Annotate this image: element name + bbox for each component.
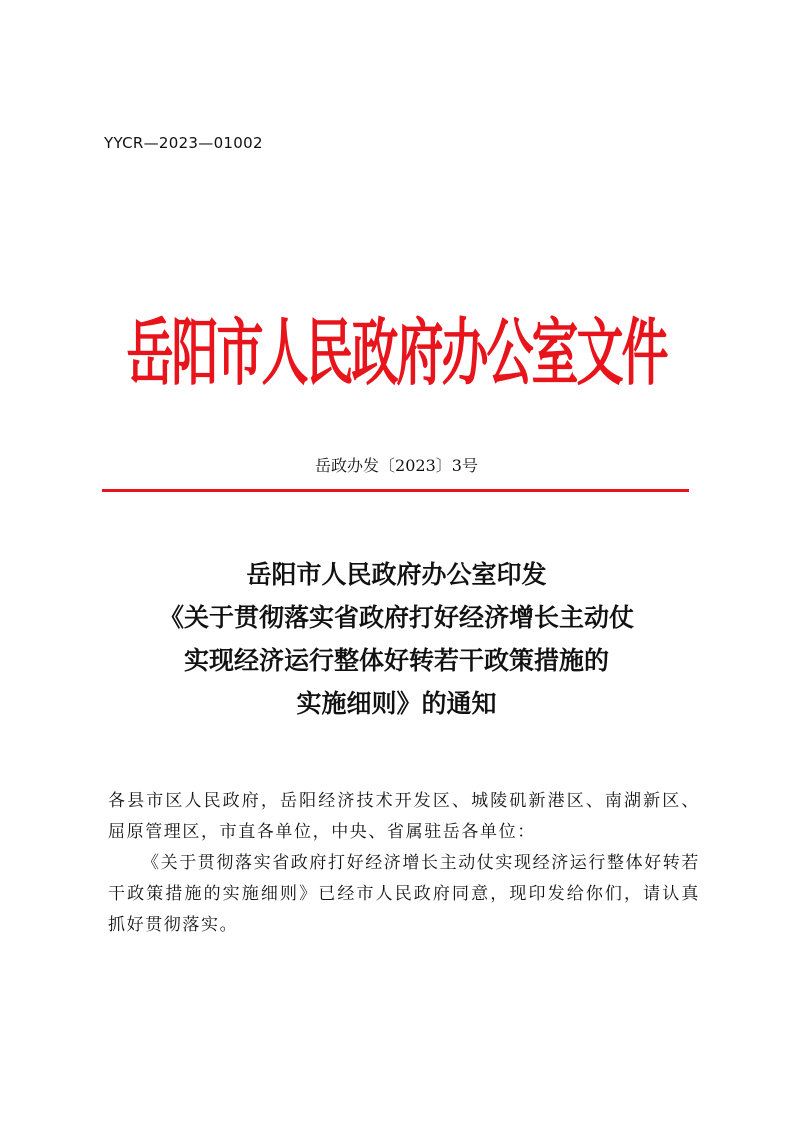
notice-title bbox=[80, 553, 713, 725]
red-divider-line bbox=[102, 489, 689, 492]
notice-title-line-2: 《关于贯彻落实省政府打好经济增长主动仗 bbox=[158, 603, 634, 632]
notice-body bbox=[108, 786, 700, 941]
notice-title-line-1: 岳阳市人民政府办公室印发 bbox=[246, 560, 547, 589]
document-code: YYCR—2023—01002 bbox=[104, 134, 263, 152]
addressees-paragraph: 各县市区人民政府，岳阳经济技术开发区、城陵矶新港区、南湖新区、屈原管理区，市直各单位，中央、省属驻岳各单位： bbox=[108, 791, 700, 842]
issue-number: 岳政办发〔2023〕3号 bbox=[315, 456, 478, 475]
masthead-title: 岳阳市人民政府办公室文件 bbox=[126, 311, 667, 397]
notice-title-line-4: 实施细则》的通知 bbox=[296, 689, 497, 718]
body-paragraph: 《关于贯彻落实省政府打好经济增长主动仗实现经济运行整体好转若干政策措施的实施细则》已经市人民政府同意，现印发给你们，请认真抓好贯彻落实。 bbox=[108, 853, 700, 935]
notice-title-line-3: 实现经济运行整体好转若干政策措施的 bbox=[183, 646, 609, 675]
